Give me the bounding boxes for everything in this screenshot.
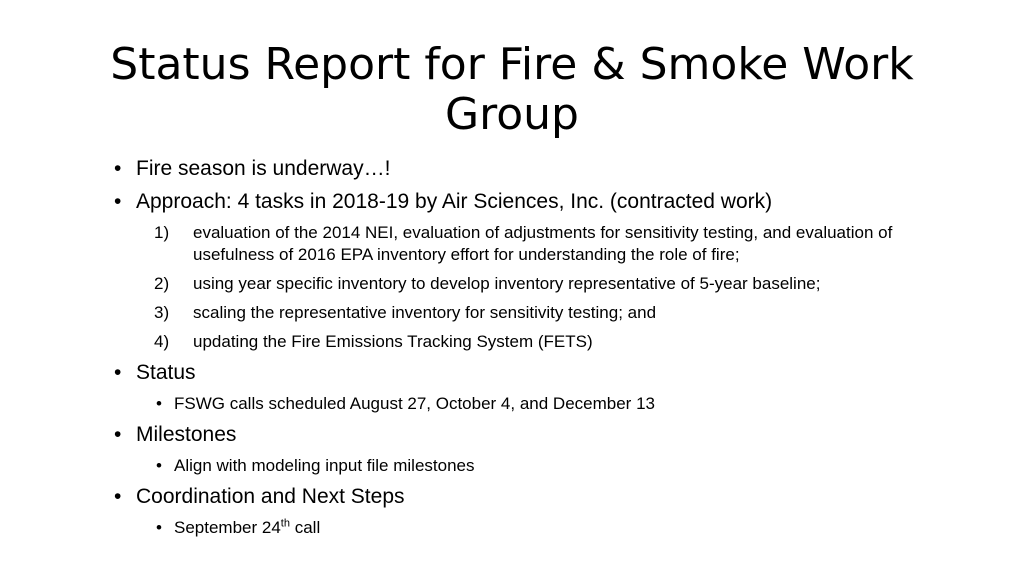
item-text: using year specific inventory to develop inventory representative of 5-year baseline; xyxy=(193,274,821,293)
item-number: 1) xyxy=(154,223,170,242)
sub-bullet-september-call xyxy=(112,517,992,539)
numbered-item-3 xyxy=(112,302,992,324)
item-number: 4) xyxy=(154,332,170,351)
numbered-item-2 xyxy=(112,273,992,295)
bullet-item-fire-season xyxy=(112,156,992,182)
bullet-icon: • xyxy=(114,190,122,213)
bullet-icon: • xyxy=(114,157,122,180)
bullet-item-status xyxy=(112,360,992,386)
bullet-text: Approach: 4 tasks in 2018-19 by Air Sciences, Inc. (contracted work) xyxy=(136,190,773,213)
bullet-item-milestones xyxy=(112,422,992,448)
sub-bullet-text xyxy=(174,518,320,537)
item-number: 2) xyxy=(154,274,170,293)
numbered-item-4 xyxy=(112,331,992,353)
bullet-text: Fire season is underway…! xyxy=(136,157,391,180)
bullet-text: Coordination and Next Steps xyxy=(136,485,405,508)
slide-body xyxy=(112,156,992,546)
slide-title: Status Report for Fire & Smoke Work Group xyxy=(110,39,914,140)
sub-bullet-align-milestones xyxy=(112,455,992,477)
call-text: call xyxy=(289,518,321,537)
bullet-text: Milestones xyxy=(136,423,237,446)
item-text: scaling the representative inventory for sensitivity testing; and xyxy=(193,303,657,322)
bullet-text: Status xyxy=(136,361,196,384)
bullet-item-coordination xyxy=(112,484,992,510)
bullet-icon: • xyxy=(114,485,122,508)
bullet-icon: • xyxy=(156,394,162,413)
bullet-icon: • xyxy=(156,456,162,475)
sub-bullet-text: FSWG calls scheduled August 27, October 4, and December 13 xyxy=(174,394,655,413)
bullet-icon: • xyxy=(156,518,162,537)
bullet-item-approach xyxy=(112,189,992,215)
date-text: September 24 xyxy=(174,518,281,537)
sub-bullet-fswg-calls xyxy=(112,393,992,415)
item-number: 3) xyxy=(154,303,170,322)
ordinal-suffix: th xyxy=(280,517,290,530)
bullet-icon: • xyxy=(114,423,122,446)
numbered-item-1 xyxy=(112,222,992,266)
item-text: updating the Fire Emissions Tracking System (FETS) xyxy=(193,332,593,351)
bullet-icon: • xyxy=(114,361,122,384)
item-text: evaluation of the 2014 NEI, evaluation of adjustments for sensitivity testing, and evaluation of usefulness of 2016 EPA inventory effort for understanding the role of fire; xyxy=(193,223,893,264)
sub-bullet-text: Align with modeling input file milestones xyxy=(174,456,475,475)
